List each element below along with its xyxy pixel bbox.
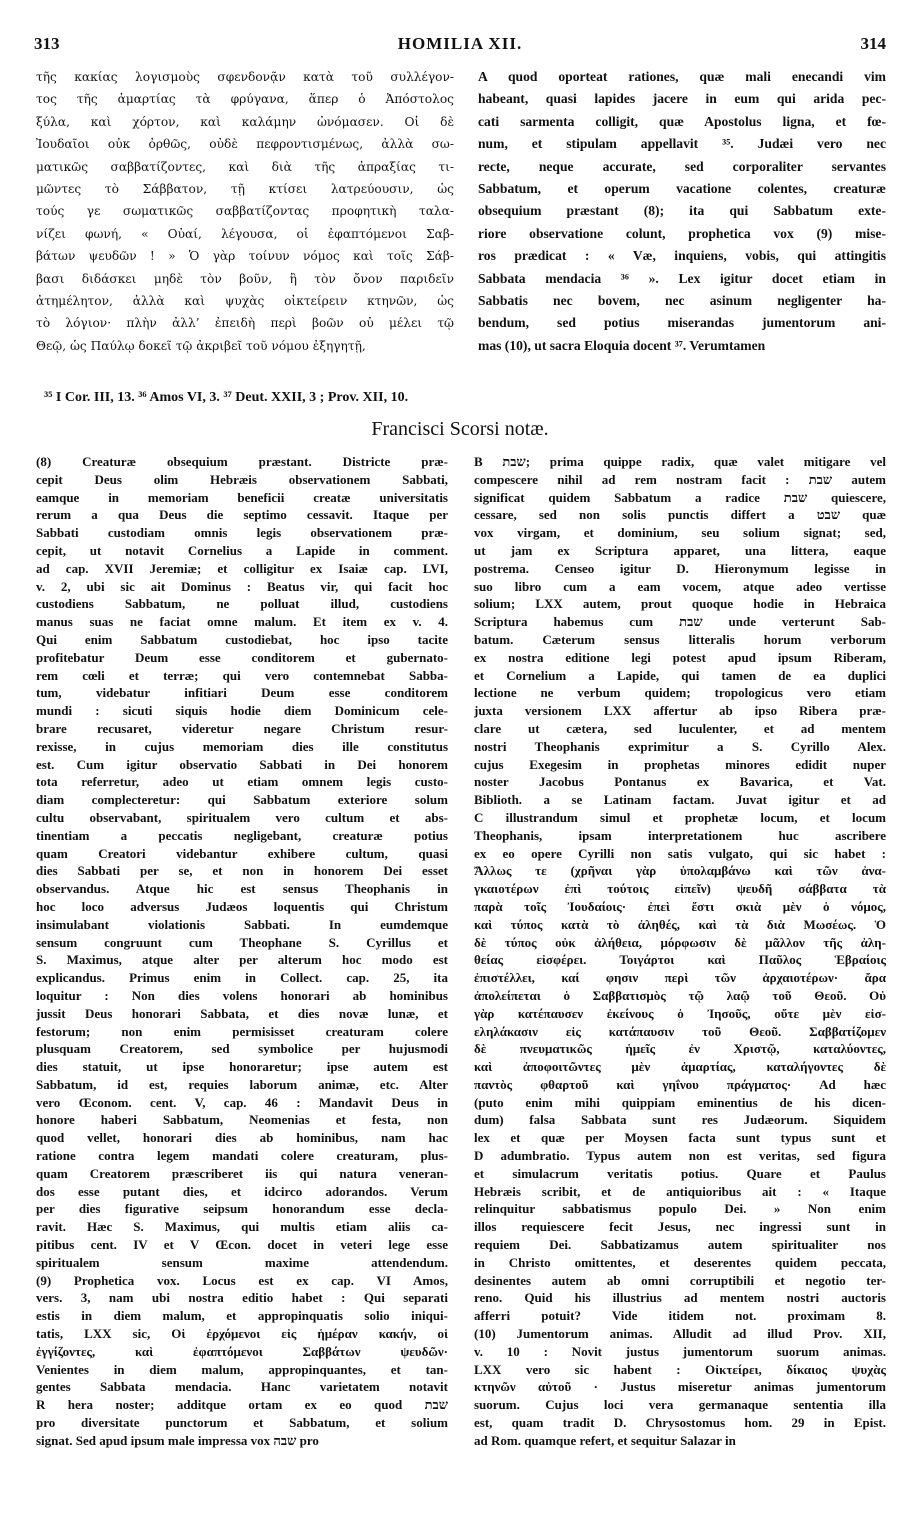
text-line: reno. Quid his illustrius ad mentem nostri auctoris <box>474 1290 886 1306</box>
greek-text-column <box>36 66 454 357</box>
text-line: et simulacrum veritatis potius. Quare et Paulus <box>474 1165 886 1181</box>
text-line: v. 2, ubi sic ait Dominus : Beatus vir, qui facit hoc <box>36 578 448 594</box>
text-line: Qui enim Sabbatum custodiebat, hoc ipso tacite <box>36 631 448 647</box>
text-line: ad cap. XVII Jeremiæ; et colligitur ex Isaiæ cap. LVI, <box>36 560 448 576</box>
text-line: rexisse, in cujus memoriam dies ille constitutus <box>36 738 448 754</box>
text-line: τῆς κακίας λογισμοὺς σφενδονᾷν κατὰ τοῦ συλλέγον- <box>36 70 454 84</box>
text-line: LXX vero sic habent : Οἰκτείρει, δίκαιος ψυχὰς <box>474 1361 886 1377</box>
text-line: quod vellet, honorari dies ab hominibus, nam hac <box>36 1130 448 1146</box>
text-line: requiem Dei. Sabbatizamus autem spiritualiter nos <box>474 1237 886 1253</box>
text-line: A quod oporteat rationes, quæ mali enecandi vim <box>478 69 886 84</box>
text-line: vers. 3, nam ubi nostra editio habet : Qui separati <box>36 1290 448 1306</box>
text-line: festorum; non enim permisisset creaturam colere <box>36 1023 448 1039</box>
text-line: ratione contra legem mandati colere creaturam, plus- <box>36 1148 448 1164</box>
text-line: rerum a qua Deus die septimo cessavit. Itaque per <box>36 507 448 523</box>
text-line: habeant, quasi lapides jacere in eum qui arida pec- <box>478 91 886 107</box>
text-line: riore observatione colunt, prophetica vox (9) mise- <box>478 225 886 241</box>
text-line: παντὸς φθαρτοῦ καὶ γηΐνου πράγματος· Ad hæc <box>474 1076 886 1092</box>
text-line: gentes Sabbata mendacia. Hanc varietatem notavit <box>36 1379 448 1395</box>
page-number-right: 314 <box>860 34 886 53</box>
text-line: εληλάκασιν εἰς κατάπαυσιν τοῦ Θεοῦ. Σαββατίζομεν <box>474 1023 886 1039</box>
text-line: νίζει φωνή, « Οὐαί, λέγουσα, οἱ ἐφαπτόμενοι Σαβ- <box>36 226 454 241</box>
text-line: ἀπολείπεται ὁ Σαββατισμὸς τῷ λαῷ τοῦ Θεοῦ. Οὐ <box>474 987 886 1003</box>
text-line: ἐγγίζοντες, καὶ ἐφαπτόμενοι Σαββάτων ψευδῶν· <box>36 1343 448 1359</box>
text-line: Theophanis, ipsam interpretationem huc ascribere <box>474 827 886 843</box>
text-line: loquitur : Non dies volens honorari ab hominibus <box>36 987 448 1003</box>
text-line: batum. Cæterum sensus litteralis horum verborum <box>474 631 886 647</box>
text-line: explicandus. Primus enim in Collect. cap. 25, ita <box>36 970 448 986</box>
text-line: dies statuit, ut ipse honoraretur; ipse autem est <box>36 1059 448 1075</box>
text-line: ros prædicat : « Væ, inquiens, vobis, qui attingitis <box>478 248 886 264</box>
scripture-references: ³⁵ I Cor. III, 13. ³⁶ Amos VI, 3. ³⁷ Deut. XXII, 3 ; Prov. XII, 10. <box>44 390 409 405</box>
text-line: Biblioth. a se Latinam factam. Juvat igitur et ad <box>474 792 886 808</box>
text-line: tinentiam a peccatis negligebant, creaturæ potius <box>36 827 448 843</box>
text-line: μῶντες τὸ Σάββατον, τῇ κτίσει λατρεύουσιν, ὡς <box>36 182 454 197</box>
text-line: vero Œconom. cent. V, cap. 46 : Mandavit Deus in <box>36 1094 448 1110</box>
text-line: nostri Theophanis exprimitur a S. Cyrillo Alex. <box>474 738 886 754</box>
text-line: noster Jacobus Pontanus ex Bavarica, et Vat. <box>474 774 886 790</box>
text-line: καὶ ἀποφοιτῶντες μὲν ἁμαρτίας, καταλήγοντες δὲ <box>474 1059 886 1075</box>
text-line: pro diversitate punctorum et Sabbatum, et solium <box>36 1415 448 1431</box>
homily-title: HOMILIA XII. <box>397 34 523 53</box>
text-line: suo libro cum a eam vocem, atque adeo vertisse <box>474 578 886 594</box>
text-line: est, quam tradit D. Chrysostomus hom. 29 in Epist. <box>474 1415 886 1431</box>
text-line: dum) falsa Sabbata sunt res Judæorum. Siquidem <box>474 1112 886 1128</box>
text-line: ad Rom. quamque refert, et sequitur Salazar in <box>474 1432 736 1448</box>
text-line: Sabbata mendacia ³⁶ ». Lex igitur docet etiam in <box>478 270 886 286</box>
text-line: cujus Exegesim in prophetas minores edidit nuper <box>474 756 886 772</box>
text-line: et Cornelium a Lapide, qui tamen de ea duplici <box>474 667 886 683</box>
text-line: ἐπιστέλλει, καί φησιν περὶ τῶν ἀρχαιοτέρων· ἄρα <box>474 970 886 986</box>
text-line: cati sarmenta colligit, quæ Apostolus ligna, et fœ- <box>478 113 886 129</box>
text-line: Sabbati custodiam omnis legis observationem præ- <box>36 525 448 541</box>
notes-column-right <box>474 453 886 1450</box>
text-line: ravit. Hæc S. Maximus, qui multis etiam aliis ca- <box>36 1219 448 1235</box>
text-line: dos esse putant dies, et idcirco adorandos. Verum <box>36 1183 448 1199</box>
text-line: (8) Creaturæ obsequium præstant. Districte præ- <box>36 454 448 469</box>
text-line: C illustrandum simul et prophetæ locum, et locum <box>474 809 886 825</box>
text-line: Scriptura habemus cum שבת unde verterunt Sab- <box>474 614 886 630</box>
text-line: dies Sabbati per se, et non in honorem Dei esset <box>36 863 448 879</box>
notes-heading: Francisci Scorsi notæ. <box>371 418 549 440</box>
text-line: mas (10), ut sacra Eloquia docent ³⁷. Verumtamen <box>478 337 766 353</box>
text-line: rem cœli et terræ; qui vero contemnebat Sabba- <box>36 667 448 683</box>
text-line: tota referretur, adeo ut etiam omnem legis custo- <box>36 774 448 790</box>
page-number-left: 313 <box>34 34 60 53</box>
text-line: spiritualem sensum maxime attendendum. <box>36 1254 448 1270</box>
text-line: insimulabant violationis Sabbati. In eumdemque <box>36 916 448 932</box>
notes-column-left <box>36 453 448 1450</box>
text-line: vox virgam, et dominium, seu solium signat; sed, <box>474 525 886 541</box>
text-line: compescere nihil ad rem nostram facit : שבת autem <box>474 471 886 487</box>
text-line: cultu observabant, spiritualem vero cultum et abs- <box>36 809 448 825</box>
text-line: obsequium præstant (8); ita qui Sabbatum exte- <box>478 203 886 219</box>
text-line: ματικῶς σαββατίζοντες, καὶ διὰ τῆς ἀπραξίας τι- <box>36 159 454 174</box>
text-line: per dies figurative seipsum honorandum esse decla- <box>36 1201 448 1217</box>
text-line: τος τῆς ἁμαρτίας τὰ φρύγανα, ἅπερ ὁ Ἀπόστολος <box>36 92 454 107</box>
text-line: quam Creatori videbantur exhibere cultum, quasi <box>36 845 448 861</box>
text-line: S. Maximus, atque alter per alterum hoc modo est <box>36 952 448 968</box>
text-line: (10) Jumentorum animas. Alludit ad illud Prov. XII, <box>474 1326 886 1342</box>
text-line: plusquam Creatorem, sed symbolice per hujusmodi <box>36 1041 448 1057</box>
text-line: solium; LXX autem, prout quoque hodie in Hebraica <box>474 596 886 612</box>
text-line: diam complecteretur: qui Sabbatum exteriore solum <box>36 792 448 808</box>
text-line: γὰρ κατέπαυσεν ἐκείνους ὁ Ἰησοῦς, οὔτε μὲν εἰσ- <box>474 1005 886 1021</box>
text-line: v. 10 : Novit justus jumentorum suorum animas. <box>474 1343 886 1359</box>
text-line: tum, videbatur infitiari Deum esse conditorem <box>36 685 448 701</box>
text-line: bendum, sed potius miserandas jumentorum ani- <box>478 315 886 331</box>
text-line: θείας εἰσφέρει. Τοιγάρτοι καὶ Παῦλος Ἑβραίοις <box>474 952 886 968</box>
text-line: (9) Prophetica vox. Locus est ex cap. VI Amos, <box>36 1272 448 1288</box>
text-line: R hera noster; additque ortam ex eo quod שבת <box>36 1397 448 1413</box>
text-line: num, et stipulam appellavit ³⁵. Judæi vero nec <box>478 136 886 152</box>
text-line: Sabbatum, id est, requies laborum animæ, etc. Alter <box>36 1076 448 1092</box>
text-line: clare ut cætera, sed luculenter, et ad mentem <box>474 720 886 736</box>
text-line: lectione ne verbum quidem; tropologicus vero etiam <box>474 685 886 701</box>
text-line: ἀτημέλητον, ἀλλὰ καὶ ψυχὰς οἰκτείρειν κτηνῶν, ὡς <box>36 294 454 309</box>
text-line: desinentes autem ab omni corruptibili et negotio ter- <box>474 1272 886 1288</box>
text-line: juxta versionem LXX affertur ab ipso Ribera præ- <box>474 703 886 719</box>
text-line: estis in diem malum, et appropinquatis solio iniqui- <box>36 1308 448 1324</box>
text-line: παρὰ τοῖς Ἰουδαίοις· ἐπεὶ ἔστι σκιὰ μὲν ὁ νόμος, <box>474 898 886 914</box>
text-line: signat. Sed apud ipsum male impressa vox שבה pro <box>36 1432 319 1448</box>
text-line: Venientes in diem malum, appropinquantes, et tan- <box>36 1361 448 1377</box>
text-line: quam Creatorem præscriberet iis qui natura veneran- <box>36 1165 448 1181</box>
text-line: in Christo omittentes, et deserentes quidem peccata, <box>474 1254 886 1270</box>
text-line: illos requiescere fecit Jesus, nec ingressi sunt in <box>474 1219 886 1235</box>
text-line: afferri potuit? Vide itidem not. proximam 8. <box>474 1308 886 1324</box>
text-line: pitibus cent. IV et V Œcon. docet in veteri lege esse <box>36 1237 448 1253</box>
text-line: jussit Deus honorari Sabbata, et dies novæ lunæ, et <box>36 1005 448 1021</box>
text-line: lex et quæ per Moysen facta sunt typus sunt et <box>474 1130 886 1146</box>
text-line: ξύλα, καὶ χόρτον, καὶ καλάμην ὠνόμασεν. Οἱ δὲ <box>36 114 454 129</box>
text-line: custodiens Sabbatum, ne polluat illud, custodiens <box>36 596 448 612</box>
text-line: D adumbratio. Typus autem non est veritas, sed figura <box>474 1148 886 1164</box>
text-line: recte, neque accurate, sed corporaliter servantes <box>478 158 886 174</box>
text-line: hoc loco adversus Judæos loquentis qui Christum <box>36 898 448 914</box>
text-line: τὸ λόγιον· πλὴν ἀλλ’ ἐπειδὴ περὶ βοῶν οὐ μέλει τῷ <box>36 316 454 331</box>
text-line: manus suas ne faciat omne malum. Et item ex v. 4. <box>36 614 448 630</box>
text-line: δὲ πνευματικῶς ἡμεῖς ἐν Χριστῷ, καταλύοντες, <box>474 1041 886 1057</box>
text-line: κτηνῶν αὐτοῦ · Justus miseretur animas jumentorum <box>474 1379 886 1395</box>
text-line: τούς γε σωματικῶς σαββατίζοντας προφητικὴ ταλα- <box>36 204 454 219</box>
text-line: cepit Deus olim Hebræis observationem Sabbati, <box>36 471 448 487</box>
text-line: ex eo opere Cyrilli non satis vulgato, qui sic habet : <box>474 845 886 861</box>
text-line: brare recusaret, videretur negare Christum resur- <box>36 720 448 736</box>
text-line: Hebræis scribit, et de antiquioribus ait : « Itaque <box>474 1183 886 1199</box>
text-line: γκαιοτέρων ἐπὶ τούτοις εἰπεῖν) ψευδῆ σάββατα τὰ <box>474 881 886 897</box>
text-line: postrema. Censeo igitur D. Hieronymum legisse in <box>474 560 886 576</box>
text-line: suorum. Cujus loci vera germanaque sententia illa <box>474 1397 886 1413</box>
text-line: cepit, ut notavit Cornelius a Lapide in comment. <box>36 542 448 558</box>
text-line: B שבת; prima quippe radix, quæ valet mitigare vel <box>474 454 886 469</box>
text-line: sensum congruunt cum Theophane S. Cyrillus et <box>36 934 448 950</box>
text-line: est. Cum igitur observatio Sabbati in Dei honorem <box>36 756 448 772</box>
text-line: Sabbatis nec bovem, nec asinum negligenter ha- <box>478 293 886 309</box>
text-line: Ἄλλως τε (χρῆναι γὰρ ὑπολαμβάνω καὶ τῶν ἀνα- <box>474 863 886 879</box>
text-line: Θεῷ, ὡς Παύλῳ δοκεῖ τῷ ἀκριβεῖ τοῦ νόμου ἐξηγητῇ, <box>36 338 366 353</box>
text-line: βάτων ψευδῶν ! » Ὁ γὰρ τοίνυν νόμος καὶ τοῖς Σάβ- <box>36 249 454 264</box>
text-line: ex nostra editione legi potest apud ipsum Riberam, <box>474 649 886 665</box>
text-line: honore haberi Sabbatum, Neomenias et festa, non <box>36 1112 448 1128</box>
text-line: mundi : sicuti siquis hodie diem Dominicum cele- <box>36 703 448 719</box>
text-line: Ἰουδαῖοι οὐκ ὀρθῶς, οὐδὲ πεφροντισμένως, ἀλλὰ σω- <box>36 137 454 152</box>
text-line: ut jam ex Scriptura apparet, una littera, eaque <box>474 542 886 558</box>
text-line: eamque in memoriam beneficii creatæ universitatis <box>36 489 448 505</box>
text-line: δὲ τύπος οὐκ ἀλήθεια, μόρφωσιν δὲ μᾶλλον τῆς ἀλη- <box>474 934 886 950</box>
text-line: tatis, LXX sic, Οἱ ἐρχόμενοι εἰς ἡμέραν κακήν, οἱ <box>36 1326 448 1342</box>
text-line: (puto enim mihi quippiam eminentius de his dicen- <box>474 1094 886 1110</box>
text-line: relinquitur sabbatismus populo Dei. » Non enim <box>474 1201 886 1217</box>
text-line: significat quidem Sabbatum a radice שבת quiescere, <box>474 489 886 505</box>
text-line: βασι διδάσκει μηδὲ τὸν βοῦν, ἢ τὸν ὄνον παριδεῖν <box>36 271 454 286</box>
latin-text-column <box>478 66 886 357</box>
text-line: καὶ τύπος κατὰ τὸ ἀληθές, καὶ τὰ διὰ Μωσέως. Ὁ <box>474 916 886 932</box>
text-line: observandus. Atque hic est sensus Theophanis in <box>36 881 448 897</box>
running-head <box>34 34 886 54</box>
text-line: cessare, sed non solis punctis differt a שבט quæ <box>474 507 886 523</box>
text-line: Sabbatum, et operum vacatione colentes, creaturæ <box>478 181 886 197</box>
text-line: profitebatur Deum esse conditorem et gubernato- <box>36 649 448 665</box>
